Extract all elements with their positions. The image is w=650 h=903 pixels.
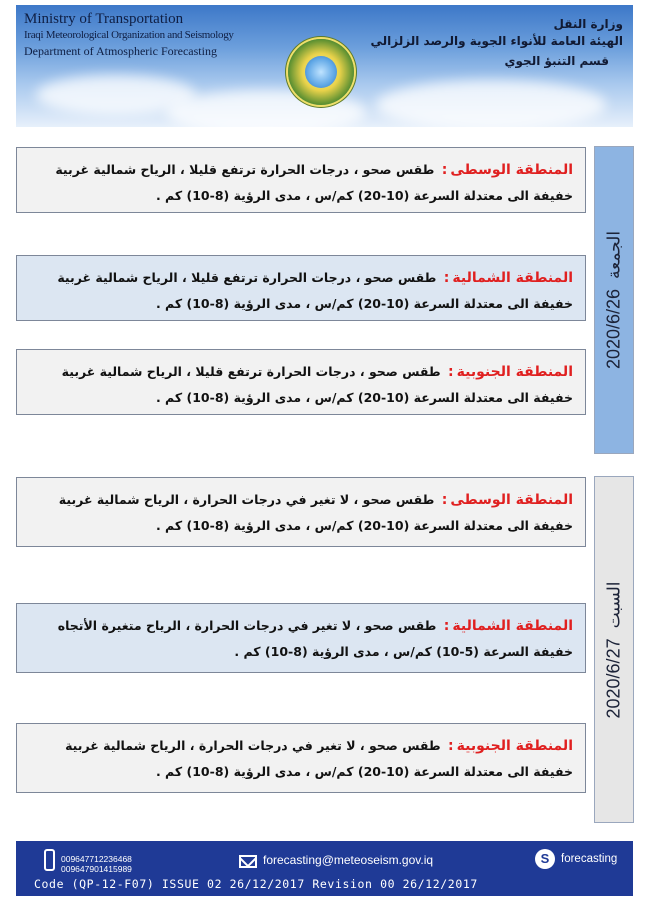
ministry-name-ar: وزارة النقل	[553, 17, 623, 31]
phone-number: 009647712236468	[61, 854, 132, 864]
header-english-text	[24, 11, 234, 59]
forecast-box-day2-south: المنطقة الجنوبية: طقس صحو ، لا تغير في درجات الحرارة ، الرياح شمالية غربية خفيفة الى معتدلة السرعة (10-20) كم/س ، مدى الرؤية (8-10) كم .	[16, 723, 586, 793]
cloud-decoration	[376, 80, 606, 127]
skype-icon: S	[535, 849, 555, 869]
forecast-box-day2-north: المنطقة الشمالية: طقس صحو ، لا تغير في درجات الحرارة ، الرياح متغيرة الأتجاه خفيفة السرعة (5-10) كم/س ، مدى الرؤية (8-10) كم .	[16, 603, 586, 673]
date-label	[604, 231, 625, 369]
organization-name-en: Iraqi Meteorological Organization and Seismology	[24, 29, 234, 41]
document-code: Code (QP-12-F07) ISSUE 02 26/12/2017 Revision 00 26/12/2017	[34, 877, 478, 891]
department-name-en: Department of Atmospheric Forecasting	[24, 44, 217, 58]
phone-numbers	[61, 854, 132, 874]
region-forecast-text: طقس صحو ، لا تغير في درجات الحرارة ، الرياح شمالية غربية خفيفة الى معتدلة السرعة (10-20) كم/س ، مدى الرؤية (8-10) كم .	[58, 492, 573, 533]
organization-logo	[288, 39, 354, 105]
header-arabic-text	[371, 17, 623, 68]
day-name: الجمعة	[604, 230, 625, 279]
date-value: 2020/6/27	[603, 637, 624, 718]
skype-handle[interactable]: forecasting	[561, 853, 618, 865]
region-forecast-text: طقس صحو ، لا تغير في درجات الحرارة ، الرياح شمالية غربية خفيفة الى معتدلة السرعة (10-20) كم/س ، مدى الرؤية (8-10) كم .	[65, 738, 573, 779]
email-link[interactable]: forecasting@meteoseism.gov.iq	[263, 853, 434, 867]
date-bar-day2	[594, 476, 634, 823]
department-name-ar: قسم التنبؤ الجوي	[504, 54, 609, 68]
region-forecast-text: طقس صحو ، درجات الحرارة ترتفع قليلا ، الرياح شمالية غربية خفيفة الى معتدلة السرعة (10-20) كم/س ، مدى الرؤية (8-10) كم .	[55, 162, 573, 203]
region-name: المنطقة الوسطى	[450, 162, 573, 178]
date-bar-day1	[594, 146, 634, 454]
phone-icon	[44, 849, 55, 871]
forecast-box-day1-south: المنطقة الجنوبية: طقس صحو ، درجات الحرارة ترتفع قليلا ، الرياح شمالية غربية خفيفة الى معتدلة السرعة (10-20) كم/س ، مدى الرؤية (8-10) كم .	[16, 349, 586, 415]
footer-bar	[16, 841, 633, 896]
region-name: المنطقة الجنوبية	[456, 364, 573, 380]
forecast-box-day1-central: المنطقة الوسطى: طقس صحو ، درجات الحرارة ترتفع قليلا ، الرياح شمالية غربية خفيفة الى معتدلة السرعة (10-20) كم/س ، مدى الرؤية (8-10) كم .	[16, 147, 586, 213]
forecast-box-day2-central: المنطقة الوسطى: طقس صحو ، لا تغير في درجات الحرارة ، الرياح شمالية غربية خفيفة الى معتدلة السرعة (10-20) كم/س ، مدى الرؤية (8-10) كم .	[16, 477, 586, 547]
organization-name-ar: الهيئة العامة للأنواء الجوية والرصد الزلزالي	[370, 34, 623, 48]
envelope-icon	[239, 855, 257, 868]
region-name: المنطقة الشمالية	[452, 270, 573, 286]
forecast-box-day1-north: المنطقة الشمالية: طقس صحو ، درجات الحرارة ترتفع قليلا ، الرياح شمالية غربية خفيفة الى معتدلة السرعة (10-20) كم/س ، مدى الرؤية (8-10) كم .	[16, 255, 586, 321]
region-name: المنطقة الجنوبية	[456, 738, 573, 754]
region-forecast-text: طقس صحو ، درجات الحرارة ترتفع قليلا ، الرياح شمالية غربية خفيفة الى معتدلة السرعة (10-20) كم/س ، مدى الرؤية (8-10) كم .	[61, 364, 573, 405]
region-forecast-text: طقس صحو ، لا تغير في درجات الحرارة ، الرياح متغيرة الأتجاه خفيفة السرعة (5-10) كم/س ، مدى الرؤية (8-10) كم .	[57, 618, 573, 659]
date-value: 2020/6/26	[603, 288, 624, 370]
ministry-name-en: Ministry of Transportation	[24, 11, 184, 27]
day-name: السبت	[604, 581, 625, 628]
header-banner	[16, 5, 633, 127]
region-forecast-text: طقس صحو ، درجات الحرارة ترتفع قليلا ، الرياح شمالية غربية خفيفة الى معتدلة السرعة (10-20) كم/س ، مدى الرؤية (8-10) كم .	[57, 270, 573, 311]
date-label	[604, 581, 625, 718]
region-name: المنطقة الشمالية	[452, 618, 573, 634]
phone-number: 009647901415989	[61, 864, 132, 874]
region-name: المنطقة الوسطى	[450, 492, 573, 508]
